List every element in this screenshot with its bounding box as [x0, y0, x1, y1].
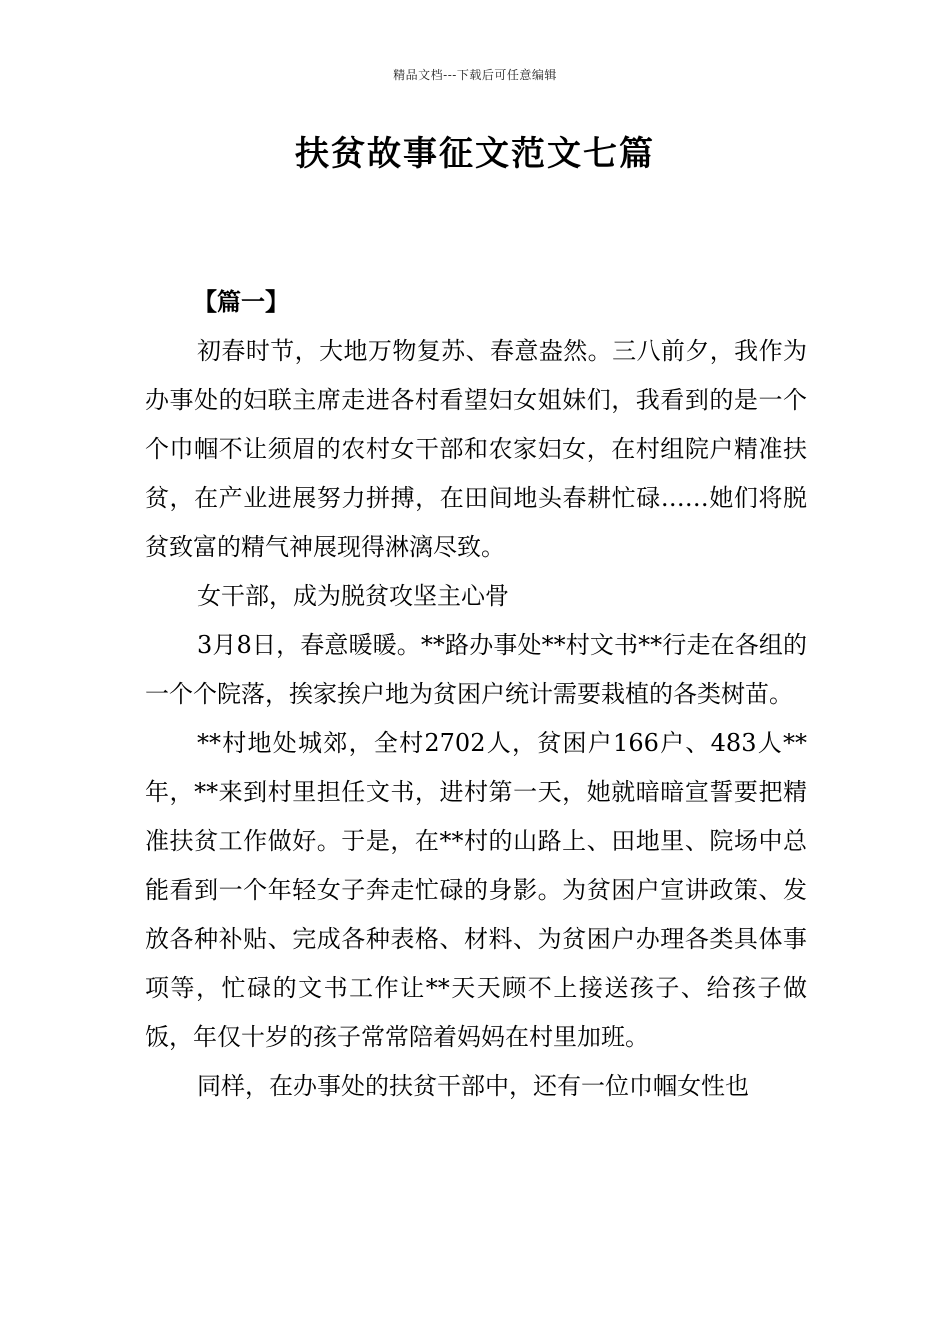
paragraph-subheading: 女干部，成为脱贫攻坚主心骨: [197, 582, 509, 610]
section-label: 【篇一】: [193, 288, 289, 316]
paragraph-1: 初春时节，大地万物复苏、春意盎然。三八前夕，我作为办事处的妇联主席走进各村看望妇女姐妹们，我看到的是一个个巾帼不让须眉的农村女干部和农家妇女，在村组院户精准扶贫，在产业进展努力拼搏，在田间地头春耕忙碌……她们将脱贫致富的精气神展现得淋漓尽致。: [145, 337, 807, 561]
paragraph-4: 同样，在办事处的扶贫干部中，还有一位巾帼女性也: [197, 1072, 749, 1100]
header-note: 精品文档---下载后可任意编辑: [393, 68, 557, 82]
document-title: 扶贫故事征文范文七篇: [295, 134, 655, 174]
paragraph-3: **村地处城郊，全村2702人，贫困户166户、483人**年，**来到村里担任文书，进村第一天，她就暗暗宣誓要把精准扶贫工作做好。于是，在**村的山路上、田地里、院场中总能看到一个年轻女子奔走忙碌的身影。为贫困户宣讲政策、发放各种补贴、完成各种表格、材料、为贫困户办理各类具体事项等，忙碌的文书工作让**天天顾不上接送孩子、给孩子做饭，年仅十岁的孩子常常陪着妈妈在村里加班。: [145, 729, 807, 1051]
paragraph-2: 3月8日，春意暖暖。**路办事处**村文书**行走在各组的一个个院落，挨家挨户地为贫困户统计需要栽植的各类树苗。: [145, 631, 807, 708]
document-body: [145, 278, 807, 1111]
